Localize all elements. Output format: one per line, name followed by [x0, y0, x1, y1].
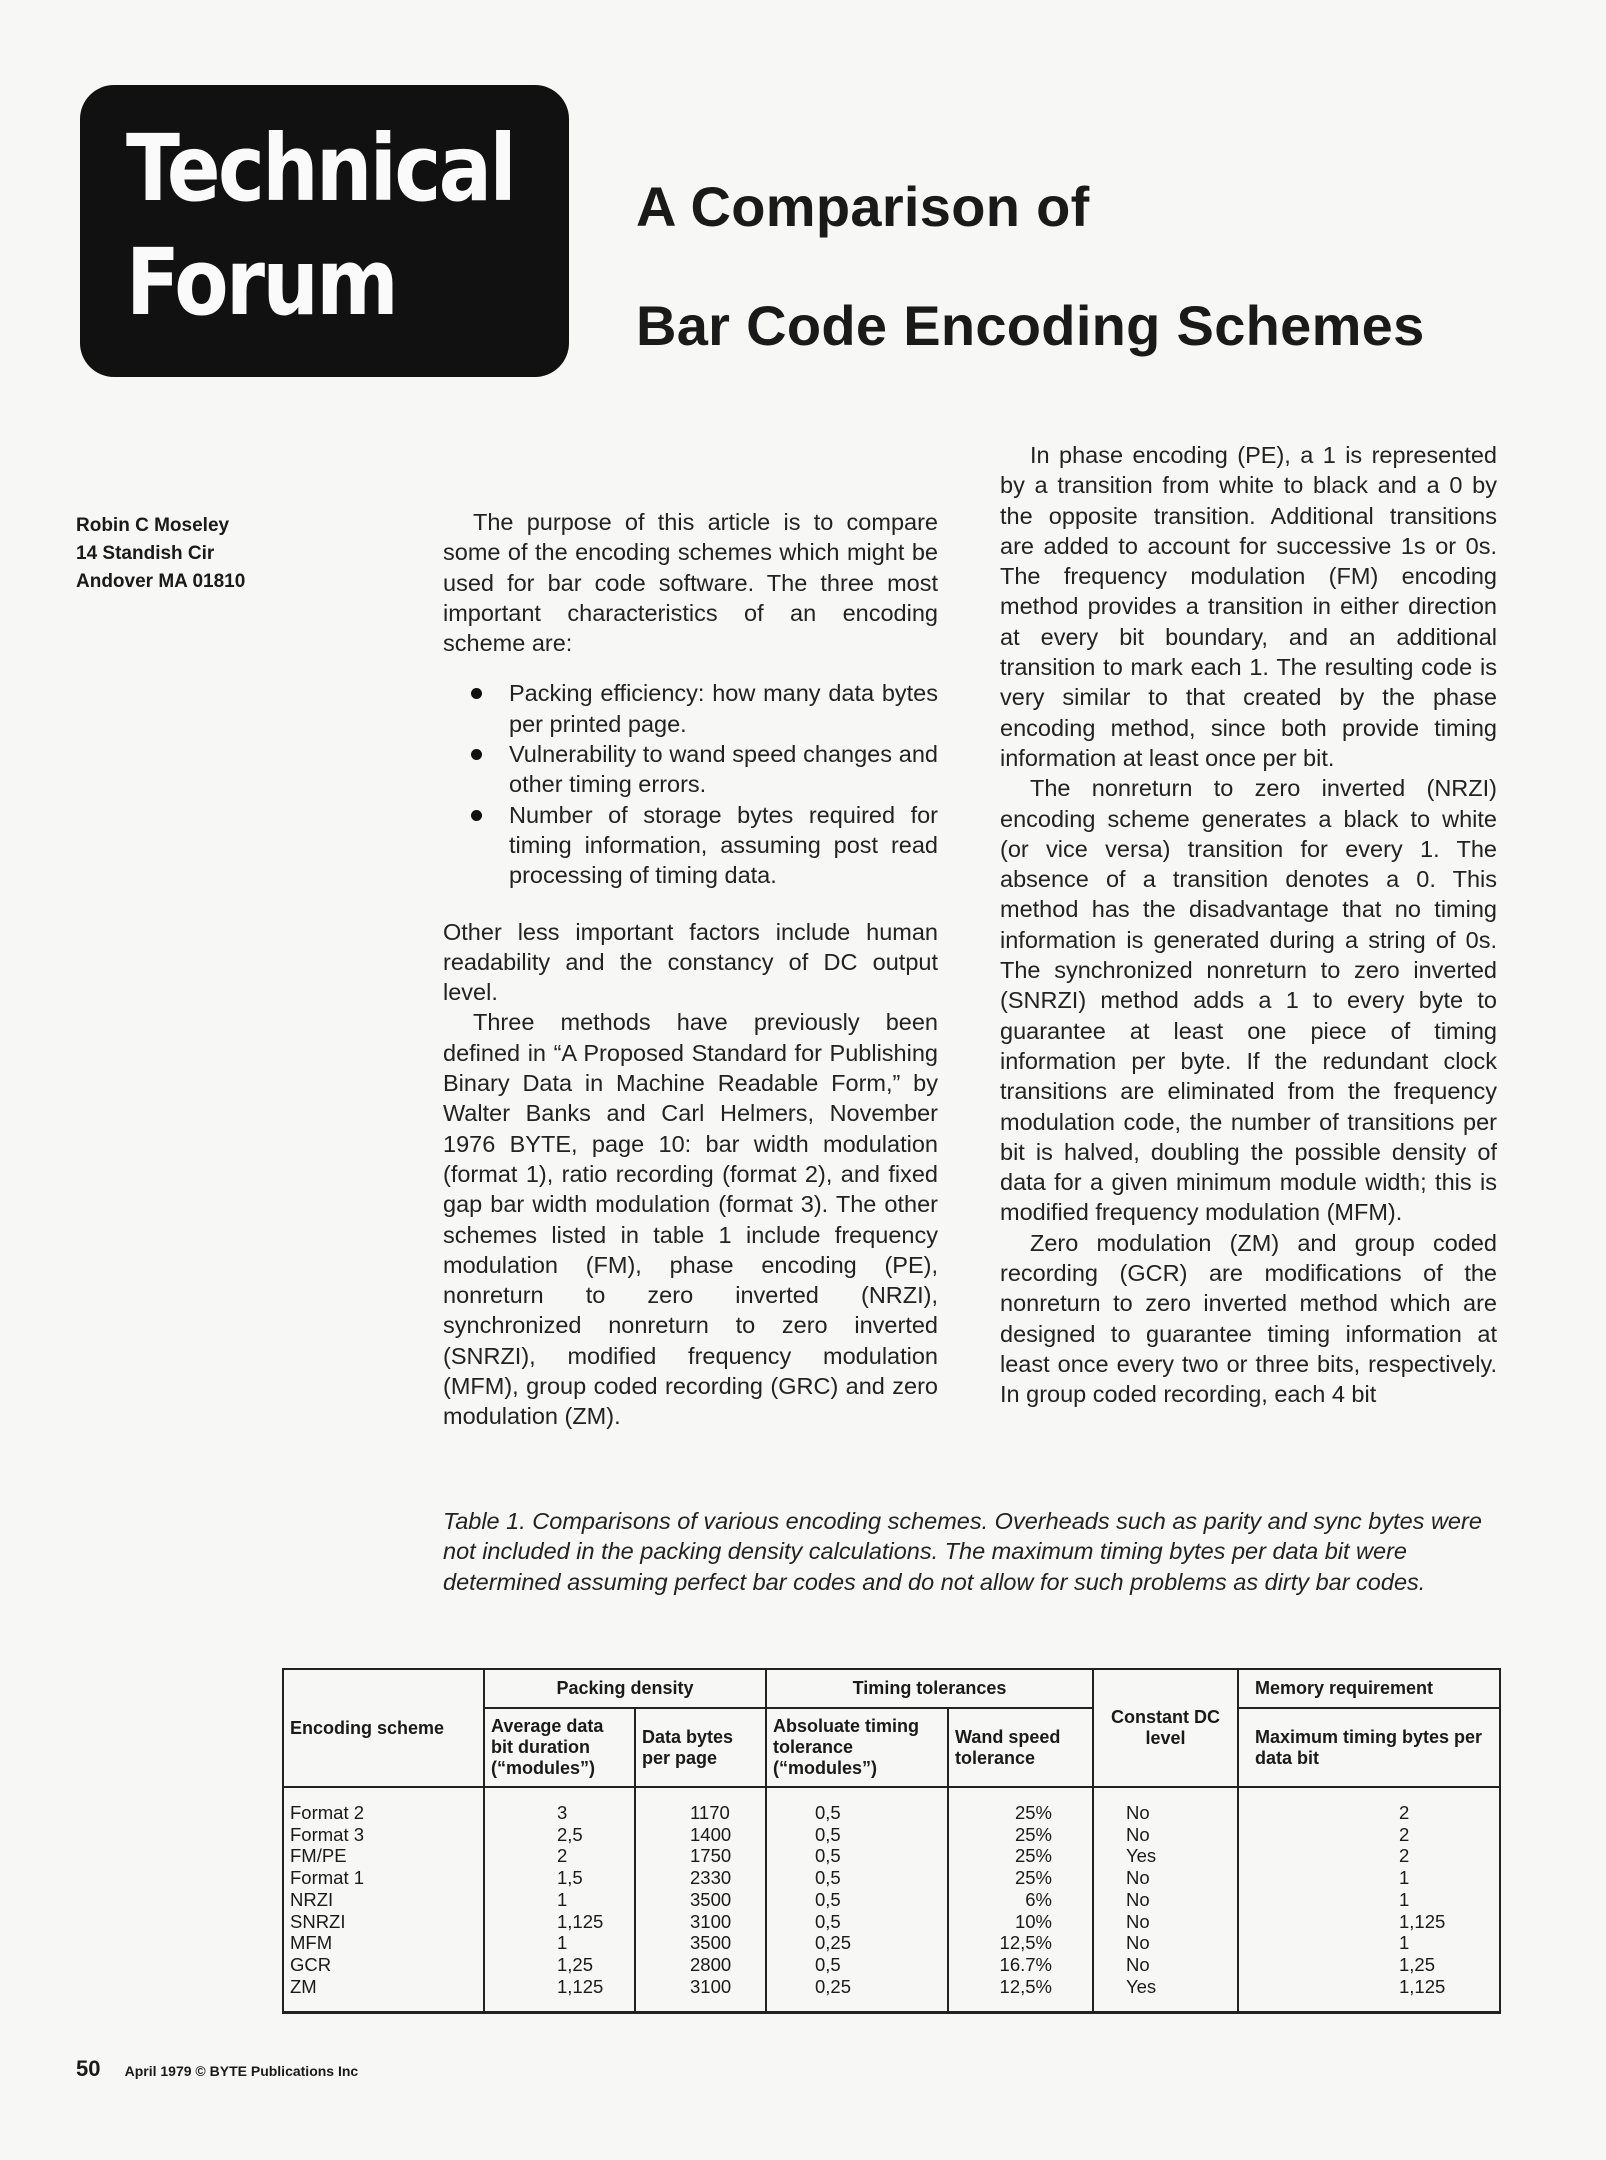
- bullet-icon: [471, 688, 482, 699]
- cell-abs-timing: 0,5: [766, 1911, 948, 1933]
- group-packing-density: Packing density: [484, 1669, 766, 1708]
- table-row: [283, 1911, 1500, 1933]
- cell-data-bytes: 3500: [635, 1932, 766, 1954]
- cell-data-bytes: 2330: [635, 1867, 766, 1889]
- list-item-text: Number of storage bytes required for timing information, assuming post read processing of timing data.: [509, 801, 938, 889]
- cell-wand-speed: 12,5%: [948, 1976, 1093, 2013]
- comparison-table: [282, 1668, 1501, 2014]
- cell-abs-timing: 0,5: [766, 1954, 948, 1976]
- logo-line-2: Forum: [126, 229, 397, 336]
- header-absolute-timing: Absoluate timing tolerance (“modules”): [766, 1708, 948, 1787]
- cell-wand-speed: 12,5%: [948, 1932, 1093, 1954]
- cell-max-timing-bytes: 1,25: [1238, 1954, 1500, 1976]
- cell-scheme: MFM: [283, 1932, 484, 1954]
- table-caption: Table 1. Comparisons of various encoding schemes. Overheads such as parity and sync bytes were not included in the packing density calculations. The maximum timing bytes per data bit were determined assuming perfect bar codes and do not allow for such problems as dirty bar codes.: [443, 1508, 1482, 1595]
- cell-data-bytes: 3500: [635, 1889, 766, 1911]
- cell-data-bytes: 1170: [635, 1787, 766, 1824]
- group-memory-requirement: Memory requirement: [1238, 1669, 1500, 1708]
- page-number: 50: [76, 2056, 101, 2081]
- characteristics-list: [443, 678, 938, 890]
- author-block: [76, 512, 245, 596]
- cell-max-timing-bytes: 2: [1238, 1845, 1500, 1867]
- list-item-text: Vulnerability to wand speed changes and other timing errors.: [509, 741, 938, 798]
- cell-constant-dc: No: [1093, 1787, 1238, 1824]
- publication-info: April 1979 © BYTE Publications Inc: [124, 2063, 359, 2079]
- page-footer: [76, 2056, 358, 2082]
- cell-scheme: NRZI: [283, 1889, 484, 1911]
- cell-avg-duration: 3: [484, 1787, 635, 1824]
- cell-scheme: GCR: [283, 1954, 484, 1976]
- cell-abs-timing: 0,5: [766, 1889, 948, 1911]
- cell-abs-timing: 0,5: [766, 1787, 948, 1824]
- table-row: [283, 1976, 1500, 2013]
- author-city: Andover MA 01810: [76, 571, 246, 592]
- paragraph: The nonreturn to zero inverted (NRZI) encoding scheme generates a black to white (or vice versa) transition for every 1. The absence of a transition denotes a 0. This method has the disadvantage that no timing information is generated during a string of 0s. The synchronized nonreturn to zero inverted (SNRZI) method adds a 1 to every byte to guarantee at least one piece of timing information per byte. If the redundant clock transitions are eliminated from the frequency modulation code, the number of transitions per bit is halved, doubling the possible density of data for a given minimum module width; this is modified frequency modulation (MFM).: [1000, 775, 1497, 1226]
- cell-scheme: ZM: [283, 1976, 484, 2013]
- header-average-bit-duration: Average data bit duration (“modules”): [484, 1708, 635, 1787]
- cell-constant-dc: No: [1093, 1889, 1238, 1911]
- bullet-icon: [471, 810, 482, 821]
- header-max-timing-bytes: Maximum timing bytes per data bit: [1238, 1708, 1500, 1787]
- cell-max-timing-bytes: 1: [1238, 1932, 1500, 1954]
- header-encoding-scheme: Encoding scheme: [283, 1669, 484, 1787]
- list-item-text: Packing efficiency: how many data bytes per printed page.: [509, 680, 938, 737]
- right-column: [1000, 440, 1497, 1410]
- header-wand-speed: Wand speed tolerance: [948, 1708, 1093, 1787]
- paragraph: Zero modulation (ZM) and group coded recording (GCR) are modifications of the nonreturn to zero inverted method which are designed to guarantee timing information at least once every two or three bits, respectively. In group coded recording, each 4 bit: [1000, 1229, 1497, 1408]
- table-row: [283, 1787, 1500, 1824]
- cell-abs-timing: 0,25: [766, 1932, 948, 1954]
- table-row: [283, 1954, 1500, 1976]
- cell-avg-duration: 1: [484, 1932, 635, 1954]
- list-item: [509, 739, 938, 800]
- table-row: [283, 1867, 1500, 1889]
- author-name: Robin C Moseley: [76, 515, 230, 536]
- article-title-line-2: Bar Code Encoding Schemes: [636, 294, 1425, 357]
- cell-avg-duration: 1,5: [484, 1867, 635, 1889]
- paragraph: Other less important factors include human readability and the constancy of DC output level.: [443, 918, 938, 1006]
- cell-scheme: Format 2: [283, 1787, 484, 1824]
- cell-data-bytes: 2800: [635, 1954, 766, 1976]
- cell-avg-duration: 2: [484, 1845, 635, 1867]
- paragraph: The purpose of this article is to compare some of the encoding schemes which might be used for bar code software. The three most important characteristics of an encoding scheme are:: [443, 509, 938, 657]
- header-data-bytes: Data bytes per page: [635, 1708, 766, 1787]
- cell-abs-timing: 0,5: [766, 1845, 948, 1867]
- table-row: [283, 1824, 1500, 1846]
- technical-forum-logo: [80, 85, 569, 377]
- cell-avg-duration: 1: [484, 1889, 635, 1911]
- cell-wand-speed: 6%: [948, 1889, 1093, 1911]
- table-row: [283, 1845, 1500, 1867]
- cell-avg-duration: 1,125: [484, 1911, 635, 1933]
- cell-max-timing-bytes: 1,125: [1238, 1976, 1500, 2013]
- cell-data-bytes: 3100: [635, 1911, 766, 1933]
- cell-max-timing-bytes: 1: [1238, 1867, 1500, 1889]
- cell-max-timing-bytes: 1: [1238, 1889, 1500, 1911]
- cell-max-timing-bytes: 2: [1238, 1787, 1500, 1824]
- cell-avg-duration: 1,125: [484, 1976, 635, 2013]
- cell-wand-speed: 10%: [948, 1911, 1093, 1933]
- cell-constant-dc: No: [1093, 1911, 1238, 1933]
- cell-constant-dc: No: [1093, 1867, 1238, 1889]
- group-timing-tolerances: Timing tolerances: [766, 1669, 1093, 1708]
- paragraph: Three methods have previously been defined in “A Proposed Standard for Publishing Binary Data in Machine Readable Form,” by Walter Banks and Carl Helmers, November 1976 BYTE, page 10: bar width modulation (format 1), ratio recording (format 2), and fixed gap bar width modulation (format 3). The other schemes listed in table 1 include frequency modulation (FM), phase encoding (PE), nonreturn to zero inverted (NRZI), synchronized nonreturn to zero inverted (SNRZI), modified frequency modulation (MFM), group coded recording (GRC) and zero modulation (ZM).: [443, 1009, 938, 1430]
- cell-max-timing-bytes: 2: [1238, 1824, 1500, 1846]
- cell-data-bytes: 3100: [635, 1976, 766, 2013]
- cell-scheme: Format 1: [283, 1867, 484, 1889]
- list-item: [509, 678, 938, 739]
- cell-constant-dc: No: [1093, 1824, 1238, 1846]
- cell-constant-dc: No: [1093, 1932, 1238, 1954]
- article-title-line-1: A Comparison of: [636, 175, 1090, 238]
- middle-column: [443, 507, 938, 1432]
- table-row: [283, 1889, 1500, 1911]
- list-item: [509, 800, 938, 891]
- cell-wand-speed: 25%: [948, 1824, 1093, 1846]
- cell-wand-speed: 25%: [948, 1845, 1093, 1867]
- cell-constant-dc: No: [1093, 1954, 1238, 1976]
- cell-avg-duration: 1,25: [484, 1954, 635, 1976]
- cell-abs-timing: 0,25: [766, 1976, 948, 2013]
- cell-scheme: SNRZI: [283, 1911, 484, 1933]
- cell-scheme: FM/PE: [283, 1845, 484, 1867]
- cell-wand-speed: 25%: [948, 1867, 1093, 1889]
- cell-abs-timing: 0,5: [766, 1824, 948, 1846]
- cell-abs-timing: 0,5: [766, 1867, 948, 1889]
- cell-data-bytes: 1750: [635, 1845, 766, 1867]
- cell-wand-speed: 25%: [948, 1787, 1093, 1824]
- author-street: 14 Standish Cir: [76, 543, 215, 564]
- logo-line-1: Technical: [126, 115, 514, 222]
- cell-avg-duration: 2,5: [484, 1824, 635, 1846]
- cell-data-bytes: 1400: [635, 1824, 766, 1846]
- cell-wand-speed: 16.7%: [948, 1954, 1093, 1976]
- paragraph: In phase encoding (PE), a 1 is represented by a transition from white to black and a 0 by the opposite transition. Additional transitions are added to account for successive 1s or 0s. The frequency modulation (FM) encoding method provides a transition in either direction at every bit boundary, and an additional transition to mark each 1. The resulting code is very similar to that created by the phase encoding method, since both provide timing information at least once per bit.: [1000, 442, 1497, 771]
- cell-scheme: Format 3: [283, 1824, 484, 1846]
- cell-constant-dc: Yes: [1093, 1976, 1238, 2013]
- cell-max-timing-bytes: 1,125: [1238, 1911, 1500, 1933]
- table-row: [283, 1932, 1500, 1954]
- header-constant-dc: Constant DC level: [1093, 1669, 1238, 1787]
- bullet-icon: [471, 749, 482, 760]
- cell-constant-dc: Yes: [1093, 1845, 1238, 1867]
